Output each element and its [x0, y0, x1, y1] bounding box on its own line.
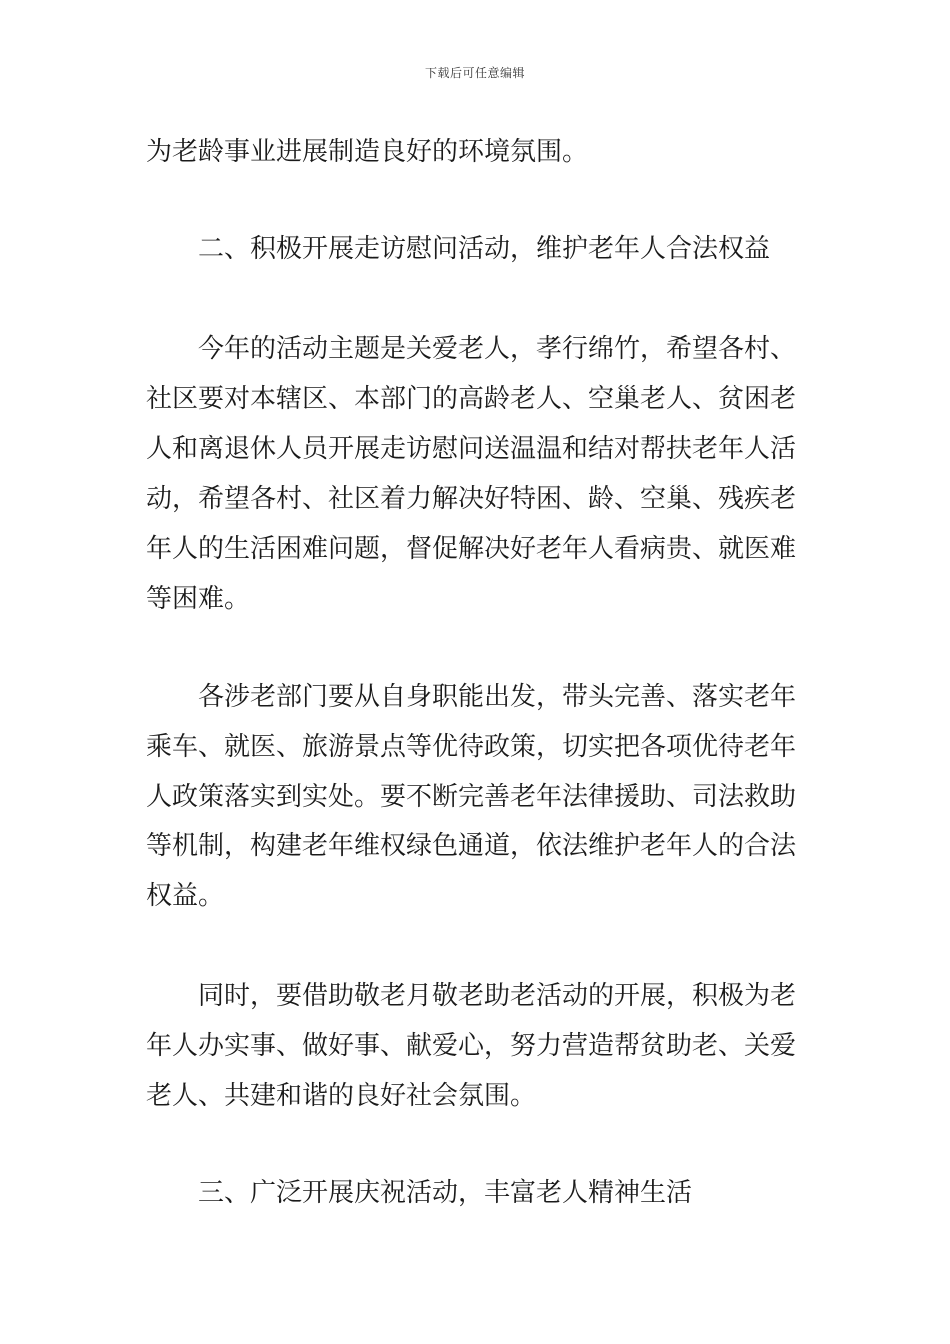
paragraph-line: 社区要对本辖区、本部门的高龄老人、空巢老人、贫困老	[146, 384, 797, 414]
section-heading-3: 三、广泛开展庆祝活动，丰富老人精神生活	[198, 1178, 693, 1208]
paragraph-line: 为老龄事业进展制造良好的环境氛围。	[146, 137, 589, 167]
paragraph-line: 年人的生活困难问题，督促解决好老年人看病贵、就医难	[146, 534, 797, 564]
paragraph-line: 老人、共建和谐的良好社会氛围。	[146, 1081, 537, 1111]
paragraph-line: 人政策落实到实处。要不断完善老年法律援助、司法救助	[146, 782, 797, 812]
paragraph-line: 今年的活动主题是关爱老人，孝行绵竹，希望各村、	[198, 334, 797, 364]
section-heading-2: 二、积极开展走访慰问活动，维护老年人合法权益	[198, 234, 771, 264]
paragraph-line: 年人办实事、做好事、献爱心，努力营造帮贫助老、关爱	[146, 1031, 797, 1061]
paragraph-line: 权益。	[146, 881, 225, 911]
paragraph-line: 等机制，构建老年维权绿色通道，依法维护老年人的合法	[146, 831, 797, 861]
page-header: 下载后可任意编辑	[424, 66, 525, 80]
paragraph-line: 等困难。	[146, 584, 251, 614]
paragraph-line: 乘车、就医、旅游景点等优待政策，切实把各项优待老年	[146, 732, 797, 762]
paragraph-line: 同时，要借助敬老月敬老助老活动的开展，积极为老	[198, 981, 797, 1011]
paragraph-line: 人和离退休人员开展走访慰问送温温和结对帮扶老年人活	[146, 434, 797, 464]
paragraph-line: 动，希望各村、社区着力解决好特困、龄、空巢、残疾老	[146, 484, 797, 514]
paragraph-line: 各涉老部门要从自身职能出发，带头完善、落实老年	[198, 682, 797, 712]
